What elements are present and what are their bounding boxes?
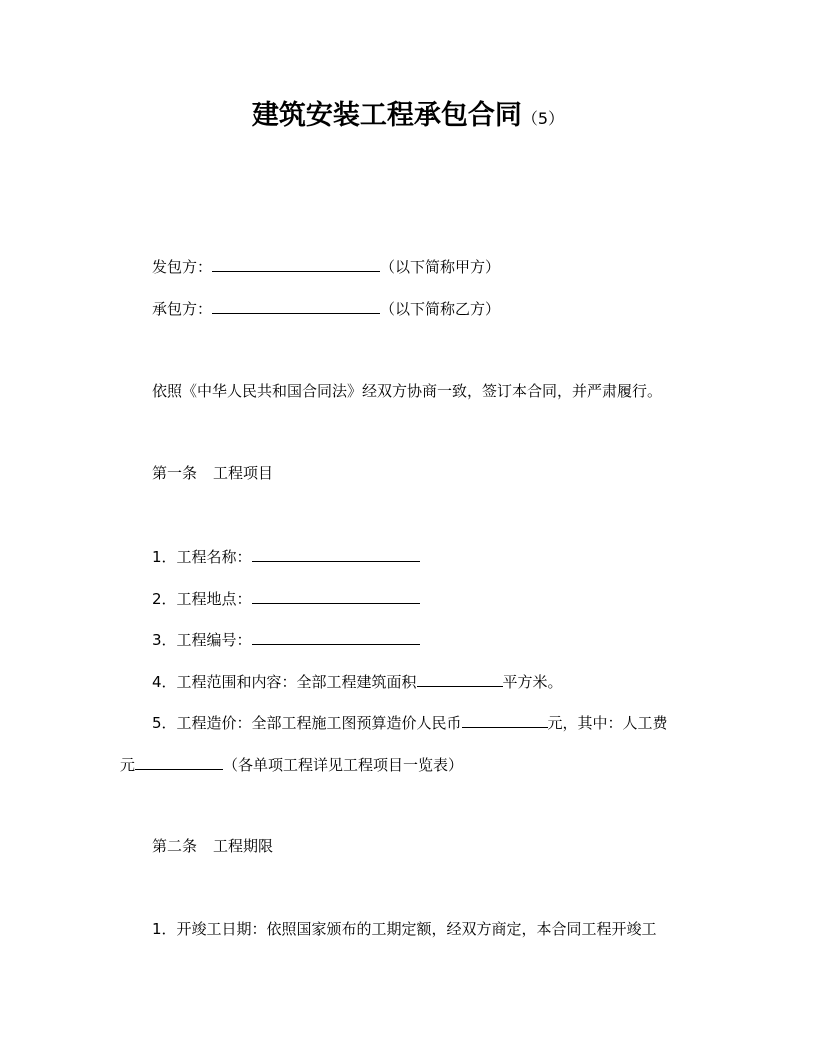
item-project-cost-after: 元，其中：人工费 <box>547 714 668 732</box>
item-project-cost-line2-before: 元 <box>120 756 136 774</box>
item-project-scope-blank <box>417 670 503 687</box>
item-project-name-label: 1．工程名称： <box>152 548 252 566</box>
item-project-name-blank <box>252 545 420 562</box>
item-project-cost-line2-after: （各单项工程详见工程项目一览表） <box>223 756 464 774</box>
item-start-date: 1．开竣工日期：依照国家颁布的工期定额，经双方商定，本合同工程开竣工 <box>152 920 657 938</box>
title-text: 建筑安装工程承包合同 <box>251 100 522 131</box>
party-contractor-note: （以下简称乙方） <box>380 300 501 318</box>
article1-number: 第一条 <box>152 464 198 482</box>
item-project-scope-before: 4．工程范围和内容：全部工程建筑面积 <box>152 673 417 691</box>
article2-heading <box>152 835 273 857</box>
article1-title: 工程项目 <box>213 464 274 482</box>
item-project-name <box>152 545 420 568</box>
item-project-location-label: 2．工程地点： <box>152 590 252 608</box>
article1-heading <box>152 462 273 484</box>
party-employer-blank <box>212 255 380 272</box>
item-project-cost-blank <box>462 711 548 728</box>
item-project-location <box>152 587 420 610</box>
party-contractor-line <box>152 297 500 320</box>
party-employer-label: 发包方： <box>152 258 213 276</box>
item-project-cost-before: 5．工程造价：全部工程施工图预算造价人民币 <box>152 714 462 732</box>
item-project-cost-line2 <box>120 753 463 776</box>
item-project-location-blank <box>252 587 420 604</box>
item-project-code-label: 3．工程编号： <box>152 631 252 649</box>
article2-title: 工程期限 <box>213 837 274 855</box>
party-contractor-label: 承包方： <box>152 300 213 318</box>
party-employer-note: （以下简称甲方） <box>380 258 501 276</box>
title-suffix: （5） <box>521 109 565 128</box>
item-project-scope <box>152 670 563 693</box>
article2-number: 第二条 <box>152 837 198 855</box>
intro-paragraph: 依照《中华人民共和国合同法》经双方协商一致，签订本合同，并严肃履行。 <box>152 382 663 400</box>
item-labor-cost-blank <box>135 753 223 770</box>
party-employer-line <box>152 255 500 278</box>
item-project-scope-after: 平方米。 <box>502 673 563 691</box>
document-title <box>0 96 816 139</box>
item-project-code-blank <box>252 628 420 645</box>
party-contractor-blank <box>212 297 380 314</box>
item-project-code <box>152 628 420 651</box>
item-project-cost <box>152 711 668 734</box>
